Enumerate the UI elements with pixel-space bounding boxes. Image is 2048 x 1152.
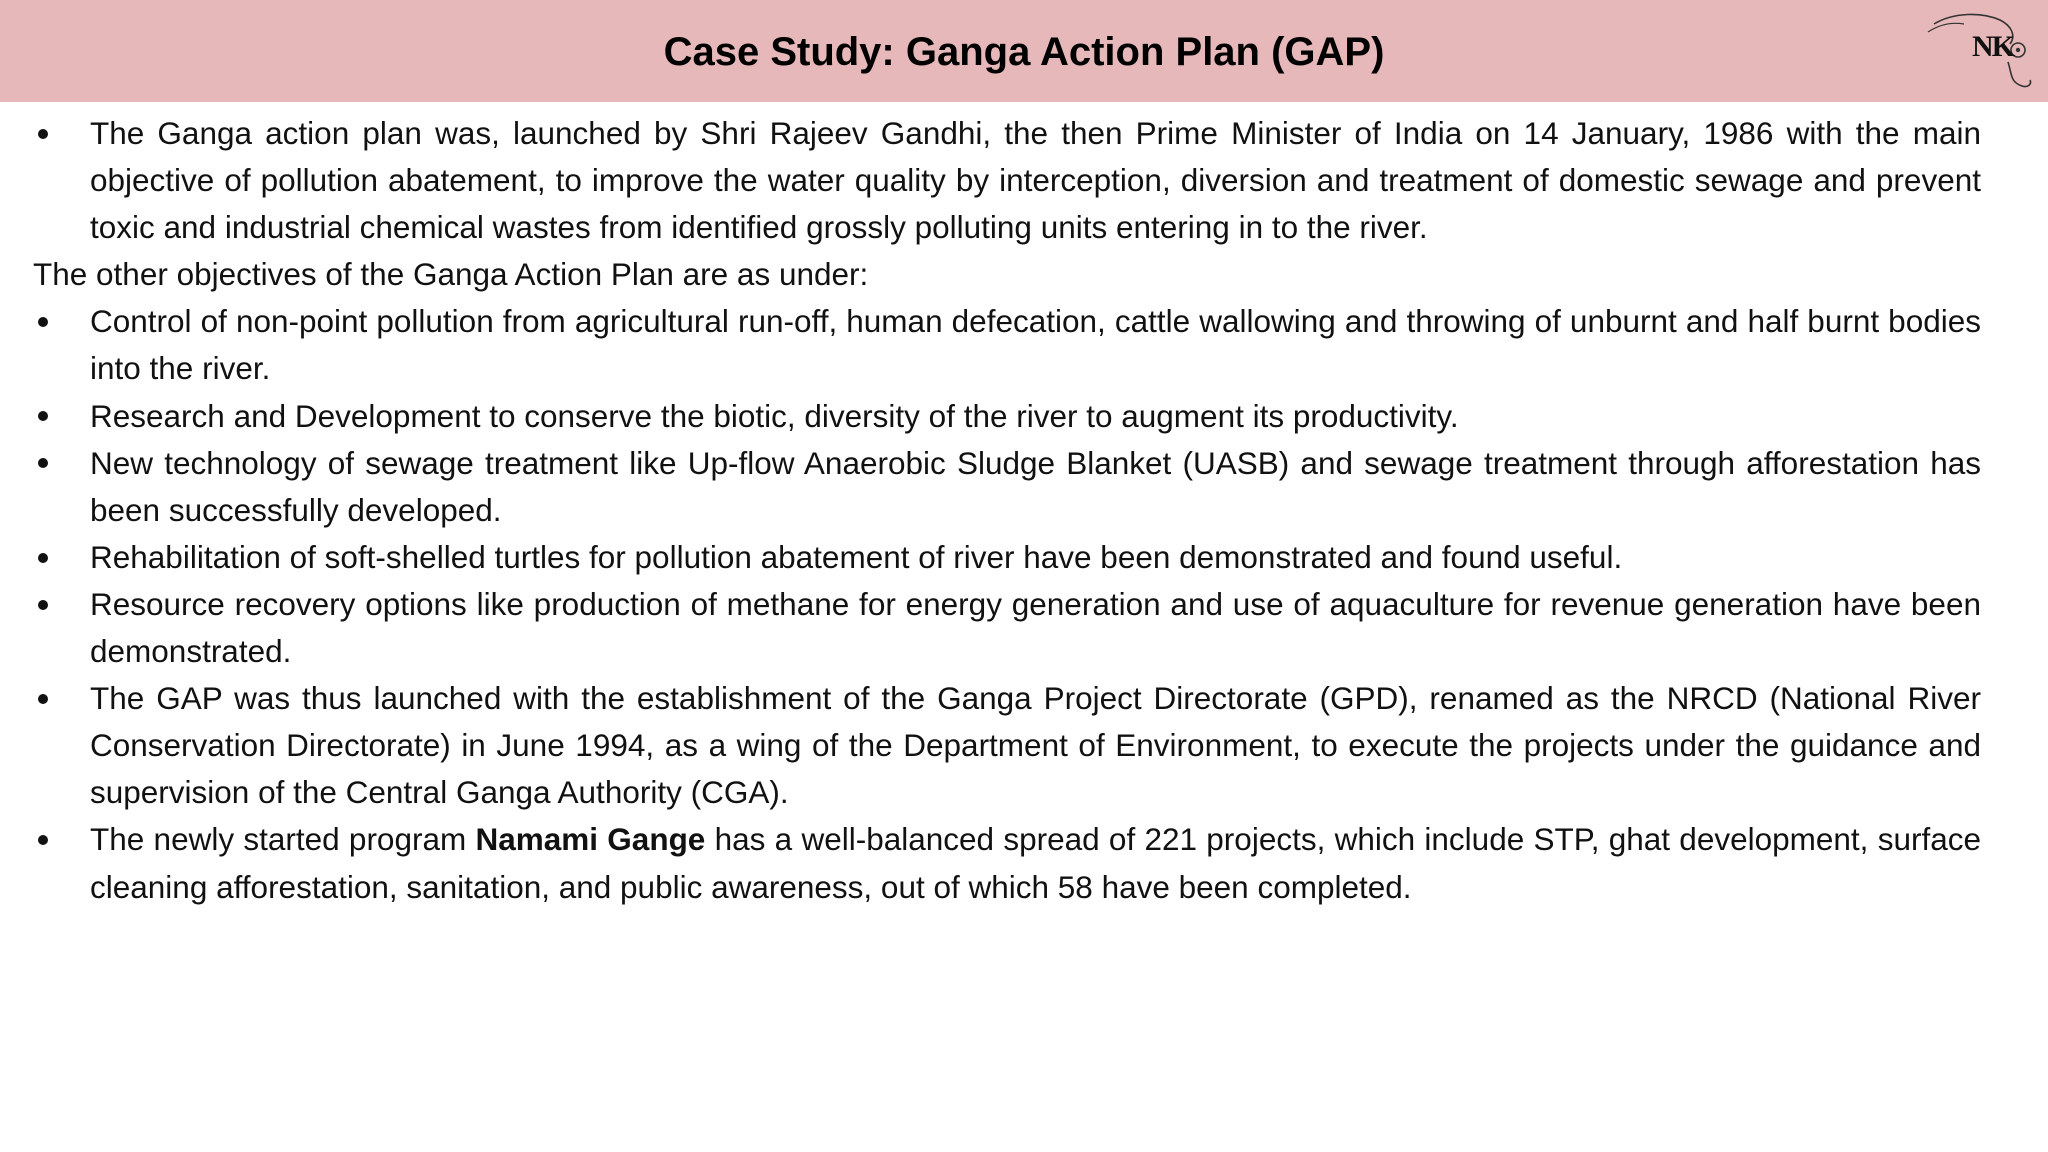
bullet-text: New technology of sewage treatment like Up-flow Anaerobic Sludge Blanket (UASB) and sewage treatment through afforestation has been successfully developed.: [90, 444, 1981, 528]
bullet-item-resource-recovery: [33, 581, 1981, 675]
logo-text: NK: [1972, 30, 2013, 63]
bullet-icon: [33, 581, 53, 628]
bullet-icon: [33, 816, 53, 863]
bullet-text: The Ganga action plan was, launched by Shri Rajeev Gandhi, the then Prime Minister of India on 14 January, 1986 with the main objective of pollution abatement, to improve the water quality by interception, diversion and treatment of domestic sewage and prevent toxic and industrial chemical wastes from identified grossly polluting units entering in to the river.: [90, 115, 1981, 246]
bullet-icon: [33, 110, 53, 157]
bullet-text-post: has a well-balanced spread of 221 projects, which include STP, ghat development, surface cleaning afforestation, sanitation, and public awareness, out of which 58 have been completed.: [90, 821, 1981, 905]
bullet-text: The GAP was thus launched with the establishment of the Ganga Project Directorate (GPD), renamed as the NRCD (National River Conservation Directorate) in June 1994, as a wing of the Department of Environment, to execute the projects under the guidance and supervision of the Central Ganga Authority (CGA).: [90, 680, 1981, 811]
namami-gange-label: Namami Gange: [475, 821, 706, 858]
bullet-item-gpd-nrcd: [33, 675, 1981, 816]
bullet-icon: [33, 393, 53, 440]
bullet-item-namami-gange: [33, 816, 1981, 910]
bullet-icon: [33, 675, 53, 722]
bullet-item-research: [33, 393, 1981, 440]
bullet-text: Rehabilitation of soft-shelled turtles for pollution abatement of river have been demonstrated and found useful.: [90, 538, 1623, 575]
bullet-text: Research and Development to conserve the biotic, diversity of the river to augment its productivity.: [90, 397, 1459, 434]
bullet-item-gap-launch: [33, 110, 1981, 251]
bullet-text-pre: The newly started program: [90, 821, 476, 858]
bullet-text: Control of non-point pollution from agricultural run-off, human defecation, cattle wallowing and throwing of unburnt and half burnt bodies into the river.: [90, 303, 1981, 387]
bullet-item-turtles: [33, 534, 1981, 581]
bullet-icon: [33, 298, 53, 345]
slide-body: [33, 110, 1981, 911]
slide-title: Case Study: Ganga Action Plan (GAP): [663, 30, 1385, 74]
bullet-icon: [33, 440, 53, 487]
bullet-item-uasb: [33, 440, 1981, 534]
bullet-icon: [33, 534, 53, 581]
bullet-text: Resource recovery options like production of methane for energy generation and use of aquaculture for revenue generation have been demonstrated.: [90, 585, 1981, 670]
title-bar: [0, 0, 2048, 102]
objectives-intro: The other objectives of the Ganga Action Plan are as under:: [33, 256, 869, 293]
bullet-item-non-point-pollution: [33, 298, 1981, 392]
